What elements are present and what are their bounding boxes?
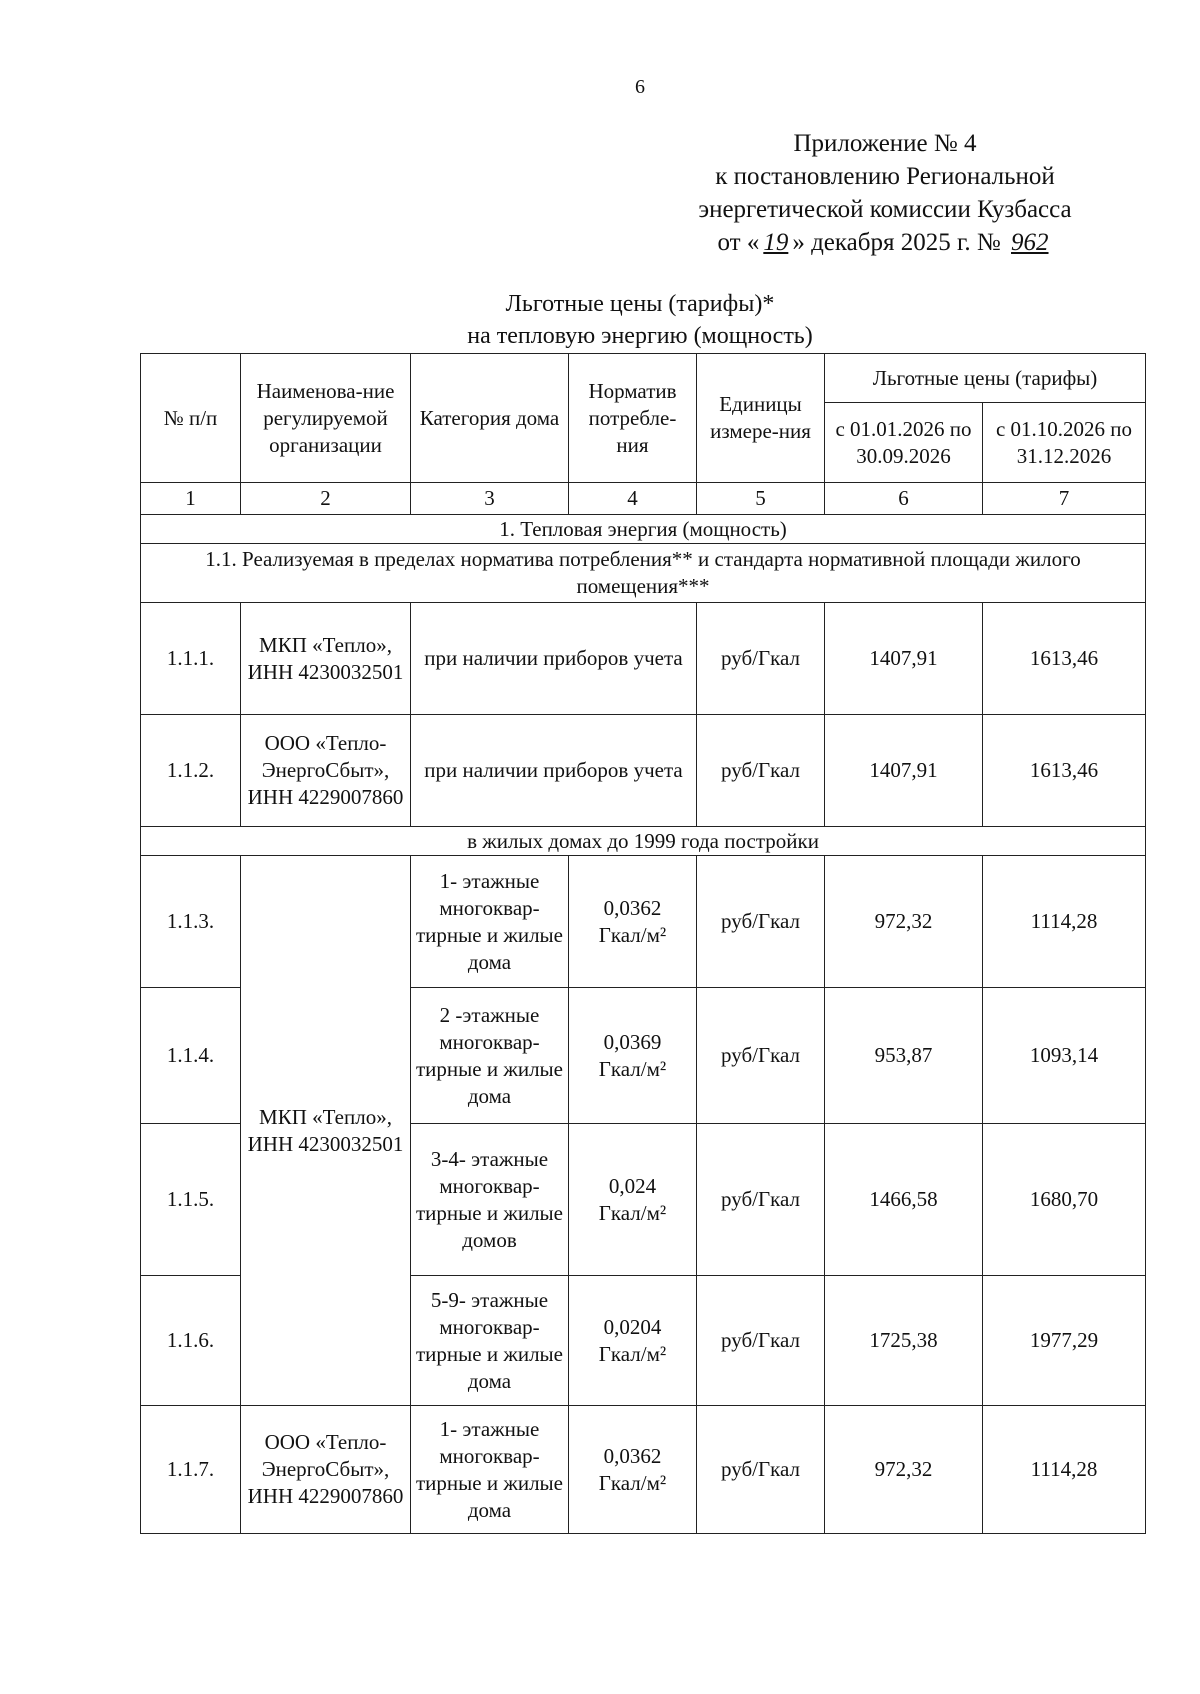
- row-price-2: 1977,29: [983, 1276, 1146, 1406]
- norm-unit: Гкал/м²: [598, 1470, 667, 1495]
- norm-value: 0,0204: [603, 1314, 662, 1339]
- header-org: Наименова-ние регулируемой организации: [241, 354, 411, 483]
- table-row: [141, 1406, 1146, 1534]
- row-norm: [569, 856, 697, 988]
- row-category: 3-4- этажные многоквар-тирные и жилые домов: [411, 1124, 569, 1276]
- tariff-table: [140, 353, 1146, 1534]
- table-row: [141, 856, 1146, 988]
- col-number: 3: [411, 483, 569, 515]
- row-number: 1.1.2.: [141, 715, 241, 827]
- row-price-2: 1093,14: [983, 988, 1146, 1124]
- appendix-line-3: энергетической комиссии Кузбасса: [698, 196, 1072, 223]
- norm-unit: Гкал/м²: [598, 922, 667, 947]
- norm-unit: Гкал/м²: [598, 1056, 667, 1081]
- header-category: Категория дома: [411, 354, 569, 483]
- row-unit: руб/Гкал: [697, 1124, 825, 1276]
- row-price-1: 1407,91: [825, 715, 983, 827]
- row-norm: [569, 1406, 697, 1534]
- row-price-1: 1407,91: [825, 603, 983, 715]
- row-category: 2 -этажные многоквар-тирные и жилые дома: [411, 988, 569, 1124]
- col-number: 6: [825, 483, 983, 515]
- header-period-2: с 01.10.2026 по 31.12.2026: [983, 403, 1146, 483]
- row-norm: [569, 1276, 697, 1406]
- table-row: [141, 603, 1146, 715]
- norm-value: 0,0362: [603, 895, 662, 920]
- col-number: 5: [697, 483, 825, 515]
- subheader-houses-before-1999: в жилых домах до 1999 года постройки: [141, 827, 1146, 856]
- row-price-1: 1466,58: [825, 1124, 983, 1276]
- row-number: 1.1.1.: [141, 603, 241, 715]
- row-unit: руб/Гкал: [697, 856, 825, 988]
- table-row: [141, 715, 1146, 827]
- row-unit: руб/Гкал: [697, 1276, 825, 1406]
- norm-unit: Гкал/м²: [598, 1200, 667, 1225]
- header-norm: Норматив потребле-ния: [569, 354, 697, 483]
- row-price-2: 1114,28: [983, 1406, 1146, 1534]
- row-number: 1.1.7.: [141, 1406, 241, 1534]
- row-norm: [569, 1124, 697, 1276]
- col-number: 2: [241, 483, 411, 515]
- row-category: 1- этажные многоквар-тирные и жилые дома: [411, 856, 569, 988]
- row-number: 1.1.6.: [141, 1276, 241, 1406]
- row-org: МКП «Тепло», ИНН 4230032501: [241, 603, 411, 715]
- row-unit: руб/Гкал: [697, 603, 825, 715]
- appendix-title: Приложение № 4: [793, 130, 977, 157]
- title-line-2: на тепловую энергию (мощность): [467, 323, 813, 349]
- row-number: 1.1.4.: [141, 988, 241, 1124]
- section-heading-1: 1. Тепловая энергия (мощность): [141, 515, 1146, 544]
- row-unit: руб/Гкал: [697, 715, 825, 827]
- handwritten-doc-number: 962: [1011, 229, 1049, 256]
- col-number: 1: [141, 483, 241, 515]
- title-line-1: Льготные цены (тарифы)*: [505, 291, 775, 317]
- row-unit: руб/Гкал: [697, 1406, 825, 1534]
- row-category: при наличии приборов учета: [411, 603, 697, 715]
- row-number: 1.1.5.: [141, 1124, 241, 1276]
- header-num: № п/п: [141, 354, 241, 483]
- row-price-2: 1114,28: [983, 856, 1146, 988]
- row-unit: руб/Гкал: [697, 988, 825, 1124]
- header-unit: Единицы измере-ния: [697, 354, 825, 483]
- row-org: ООО «Тепло-ЭнергоСбыт», ИНН 4229007860: [241, 1406, 411, 1534]
- row-number: 1.1.3.: [141, 856, 241, 988]
- row-price-2: 1613,46: [983, 715, 1146, 827]
- page-number: 6: [635, 76, 645, 98]
- norm-value: 0,0369: [603, 1029, 662, 1054]
- date-prefix: от «: [717, 229, 760, 256]
- appendix-block: [660, 127, 1110, 259]
- row-org-merged: МКП «Тепло», ИНН 4230032501: [241, 856, 411, 1406]
- col-number: 7: [983, 483, 1146, 515]
- row-price-1: 972,32: [825, 856, 983, 988]
- row-category: 5-9- этажные многоквар-тирные и жилые дома: [411, 1276, 569, 1406]
- row-price-2: 1613,46: [983, 603, 1146, 715]
- norm-value: 0,024: [608, 1173, 657, 1198]
- row-price-1: 972,32: [825, 1406, 983, 1534]
- row-org: ООО «Тепло-ЭнергоСбыт», ИНН 4229007860: [241, 715, 411, 827]
- row-price-2: 1680,70: [983, 1124, 1146, 1276]
- section-heading-1-1: 1.1. Реализуемая в пределах норматива потребления** и стандарта нормативной площади жилого помещения***: [141, 544, 1146, 603]
- row-price-1: 1725,38: [825, 1276, 983, 1406]
- handwritten-day: 19: [763, 229, 789, 256]
- row-category: при наличии приборов учета: [411, 715, 697, 827]
- appendix-date-line: [660, 226, 1110, 259]
- row-category: 1- этажные многоквар-тирные и жилые дома: [411, 1406, 569, 1534]
- norm-unit: Гкал/м²: [598, 1341, 667, 1366]
- header-prices: Льготные цены (тарифы): [825, 354, 1146, 403]
- appendix-line-2: к постановлению Региональной: [715, 163, 1055, 190]
- row-price-1: 953,87: [825, 988, 983, 1124]
- date-mid: » декабря 2025 г. №: [792, 229, 1001, 256]
- document-title: [380, 288, 900, 352]
- row-norm: [569, 988, 697, 1124]
- col-number: 4: [569, 483, 697, 515]
- norm-value: 0,0362: [603, 1443, 662, 1468]
- header-period-1: с 01.01.2026 по 30.09.2026: [825, 403, 983, 483]
